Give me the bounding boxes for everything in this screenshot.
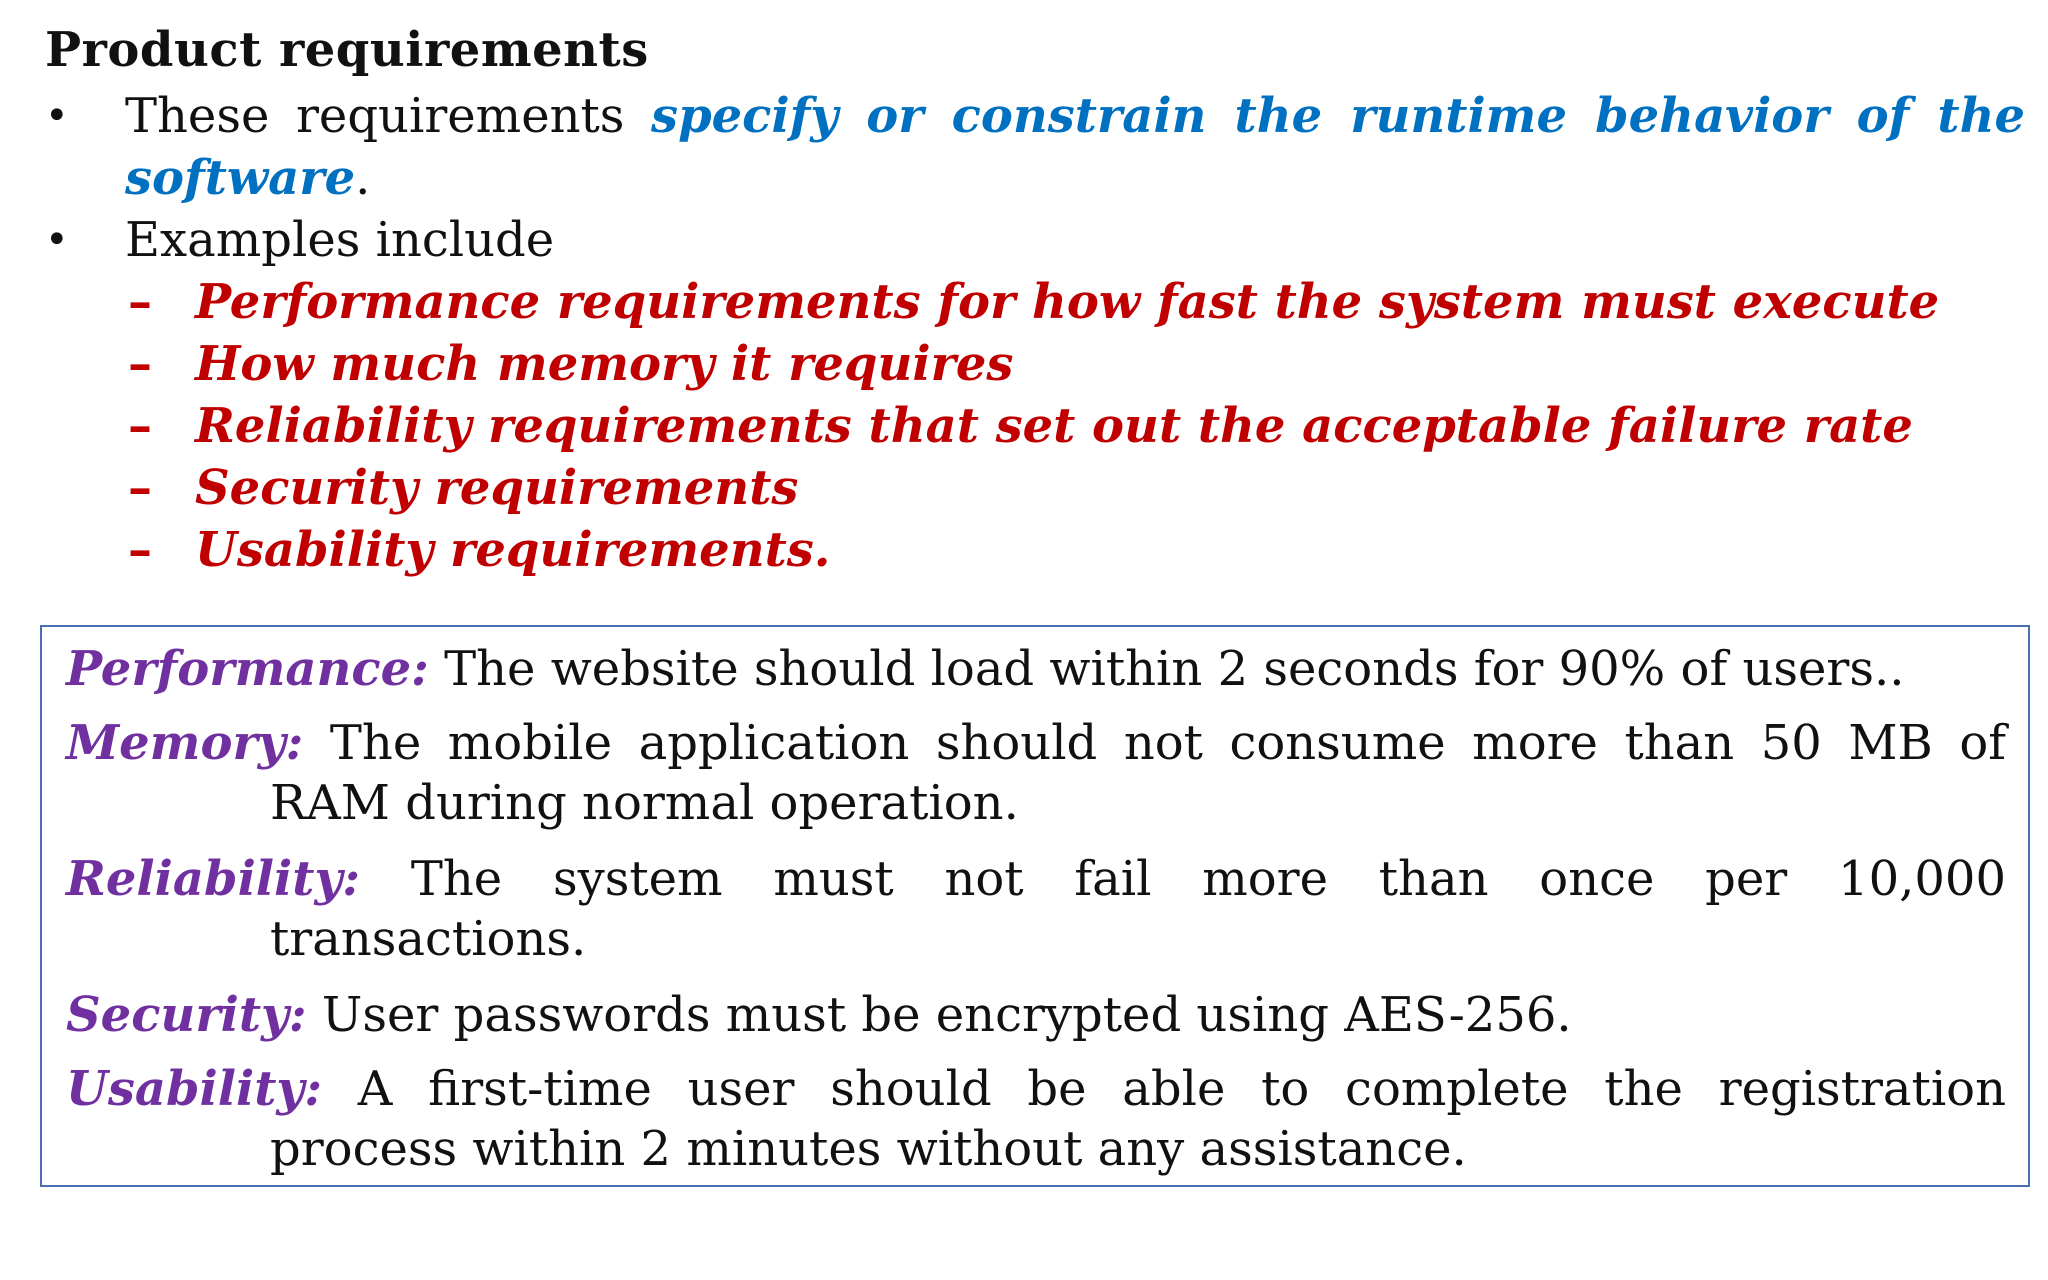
bullet-runtime-behavior [45, 85, 2025, 209]
page-title: Product requirements [45, 22, 649, 78]
bullet-examples [45, 209, 2025, 581]
sub-item-usability [125, 519, 2025, 581]
dash-marker: – [128, 522, 152, 578]
sub-item-security [125, 457, 2025, 519]
examples-box [40, 625, 2030, 1187]
example-security [66, 985, 2006, 1045]
example-performance [66, 639, 2006, 699]
example-continuation: transactions. [270, 911, 587, 967]
dash-marker: – [128, 460, 152, 516]
example-sublist [125, 271, 2025, 581]
sub-item-text: Reliability requirements that set out the acceptable failure rate [195, 398, 1913, 454]
bullet-emphasis-continued: software [125, 150, 356, 206]
example-text: A first-time user should be able to complete the registration [322, 1061, 2006, 1117]
bullet-text: Examples include [125, 212, 555, 268]
sub-item-reliability [125, 395, 2025, 457]
example-usability [66, 1059, 2006, 1179]
sub-item-text: Security requirements [195, 460, 799, 516]
dash-marker: – [128, 398, 152, 454]
bullet-text: These requirements [125, 88, 652, 144]
sub-item-text: Usability requirements. [195, 522, 831, 578]
sub-item-performance [125, 271, 2025, 333]
example-first-line [66, 849, 2006, 909]
dash-marker: – [128, 336, 152, 392]
example-label: Usability: [66, 1061, 323, 1117]
example-continuation: RAM during normal operation. [270, 775, 1019, 831]
example-text: The system must not fail more than once per 10,000 [360, 851, 2006, 907]
sub-item-text: Performance requirements for how fast the system must execute [195, 274, 1940, 330]
example-label: Reliability: [66, 851, 361, 907]
bullet-line-1 [125, 85, 2025, 147]
bullet-marker: • [45, 93, 69, 139]
example-text: The mobile application should not consume more than 50 MB of [303, 715, 2006, 771]
example-label: Security: [66, 987, 307, 1043]
example-text: User passwords must be encrypted using AES-256. [306, 987, 1572, 1043]
dash-marker: – [128, 274, 152, 330]
example-memory [66, 713, 2006, 833]
example-first-line [66, 713, 2006, 773]
bullet-period: . [355, 150, 371, 206]
example-continuation: process within 2 minutes without any assistance. [270, 1121, 1467, 1177]
example-text: The website should load within 2 seconds for 90% of users.. [428, 641, 1905, 697]
bullet-marker: • [45, 217, 69, 263]
sub-item-text: How much memory it requires [195, 336, 1014, 392]
example-label: Performance: [66, 641, 429, 697]
sub-item-memory [125, 333, 2025, 395]
bullet-emphasis: specify or constrain the runtime behavior of the [651, 88, 2026, 144]
example-label: Memory: [66, 715, 304, 771]
example-reliability [66, 849, 2006, 969]
example-first-line [66, 1059, 2006, 1119]
bullet-list [45, 85, 2025, 581]
